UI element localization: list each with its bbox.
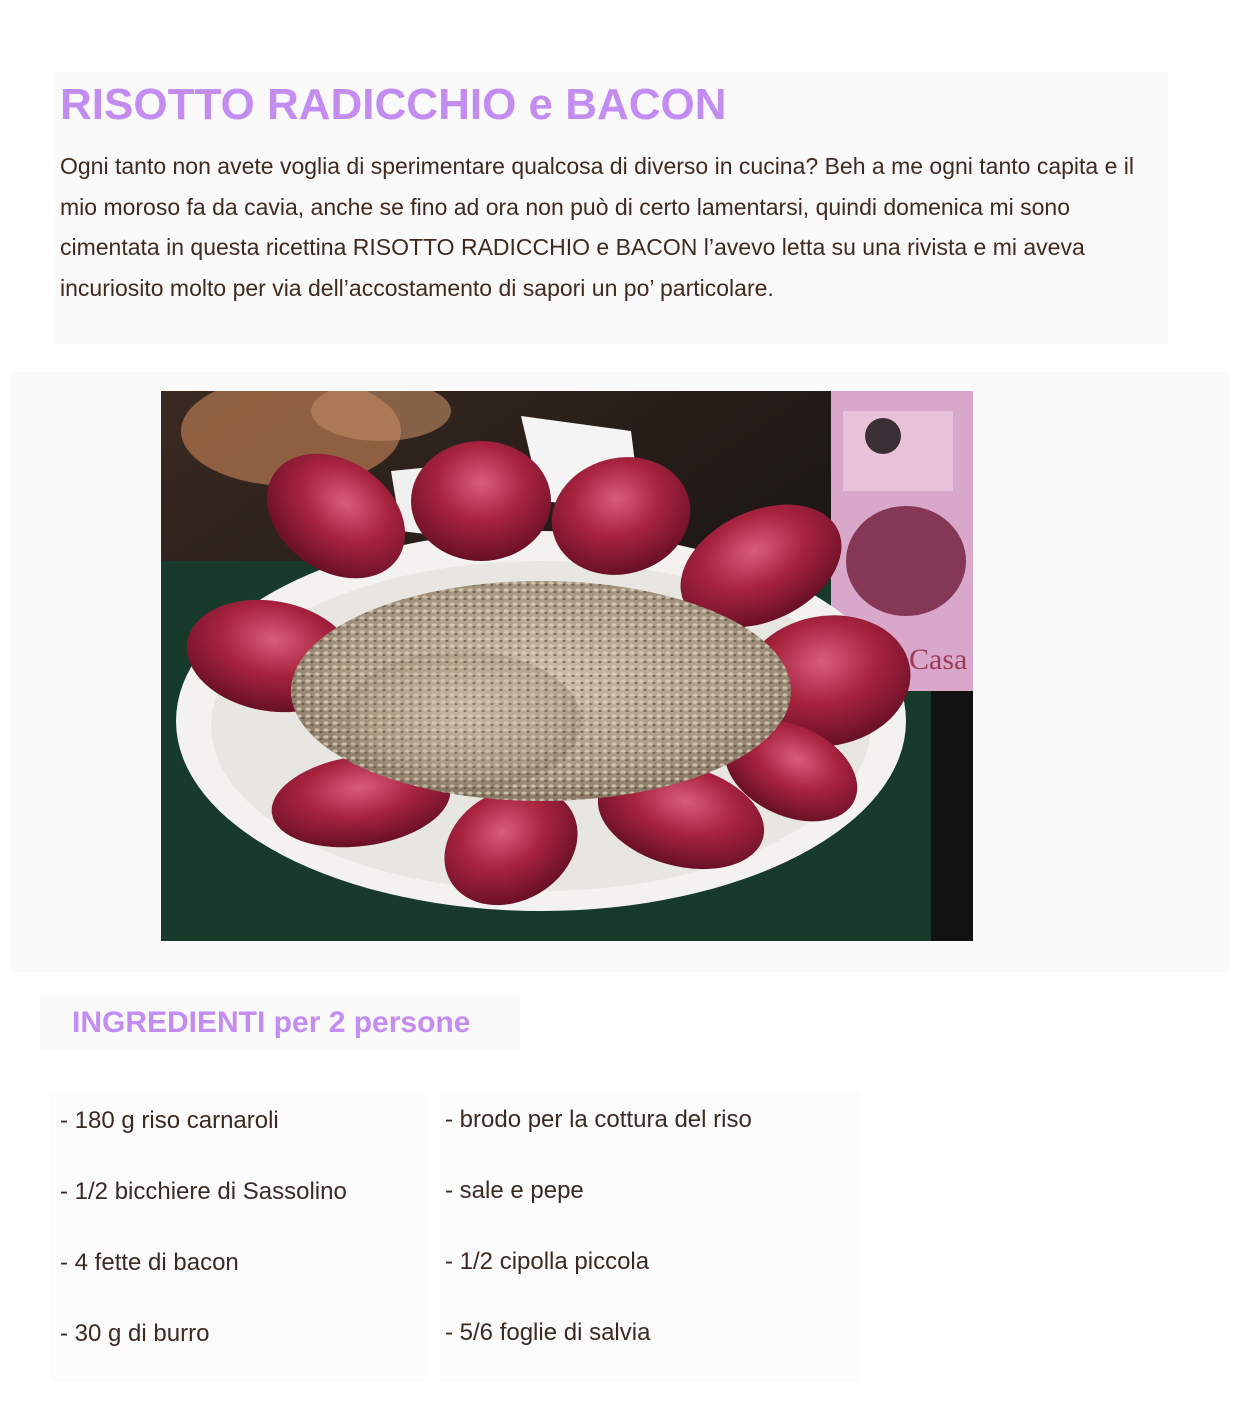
risotto-photo	[161, 391, 973, 941]
ingredients-title: INGREDIENTI per 2 persone	[72, 1006, 471, 1039]
ingredients-list-right	[445, 1100, 752, 1384]
risotto	[291, 581, 791, 801]
ingredients-list-left	[60, 1101, 347, 1385]
ingredient-item: - 5/6 foglie di salvia	[445, 1319, 651, 1346]
recipe-intro: Ogni tanto non avete voglia di sperimentare qualcosa di diverso in cucina? Beh a me ogni tanto capita e il mio moroso fa da cavia, anche se fino ad ora non può di certo lamentarsi, quindi domenica mi sono cimentata in questa ricettina RISOTTO RADICCHIO e BACON l’avevo letta su una rivista e mi aveva incuriosito molto per via dell’accostamento di sapori un po’ particolare.	[60, 153, 1134, 301]
package-label: Casa	[909, 643, 968, 676]
ingredient-item: - 30 g di burro	[60, 1320, 210, 1347]
ingredient-item: - sale e pepe	[445, 1177, 584, 1204]
ingredient-item: - 1/2 bicchiere di Sassolino	[60, 1178, 347, 1205]
ingredient-item: - 4 fette di bacon	[60, 1249, 239, 1276]
ingredient-item: - brodo per la cottura del riso	[445, 1106, 752, 1133]
ingredient-item: - 1/2 cipolla piccola	[445, 1248, 650, 1275]
ingredient-item: - 180 g riso carnaroli	[60, 1107, 279, 1134]
recipe-title: RISOTTO RADICCHIO e BACON	[60, 80, 727, 129]
